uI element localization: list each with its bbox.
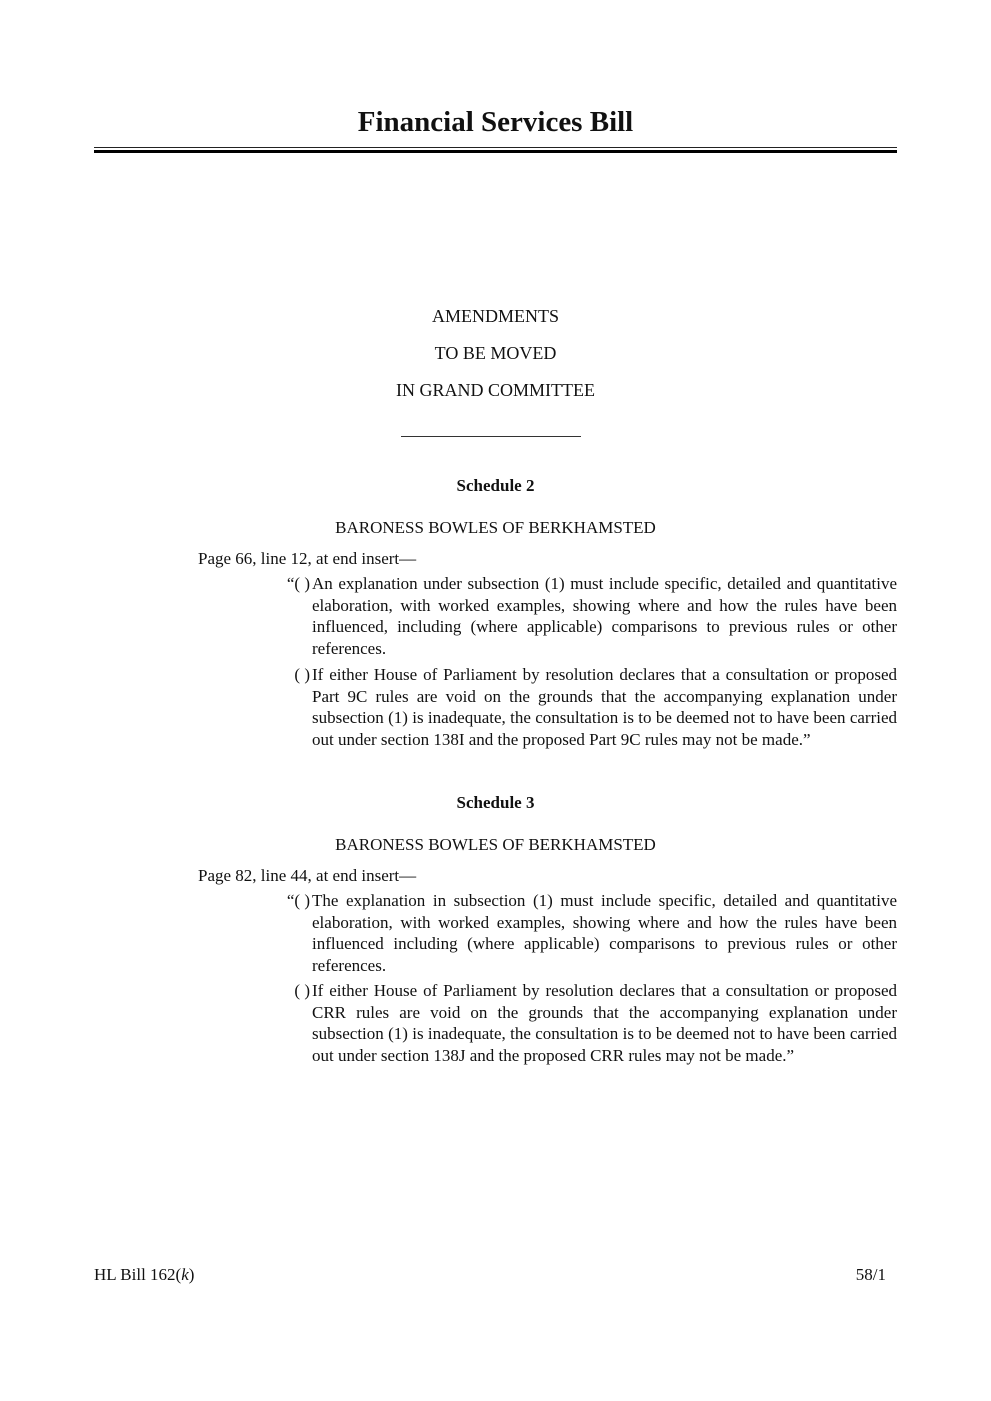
amendment-clause: [270, 890, 897, 976]
amendment-clause: [270, 980, 897, 1066]
section-heading: Schedule 3: [456, 793, 535, 812]
clause-number: ( ): [294, 981, 310, 1000]
clause-number: “( ): [286, 574, 310, 593]
member-name: BARONESS BOWLES OF BERKHAMSTED: [335, 835, 656, 854]
document-title: Financial Services Bill: [357, 106, 634, 138]
intro-line-grand-committee: IN GRAND COMMITTEE: [396, 380, 595, 400]
clause-number: ( ): [294, 665, 310, 684]
amendment-instruction: Page 82, line 44, at end insert—: [198, 866, 417, 885]
intro-line-amendments: AMENDMENTS: [431, 306, 559, 326]
clause-text: If either House of Parliament by resolution declares that a consultation or proposed Part 9C rules are void on the grounds that the accompanying explanation under subsection (1) is inadequate, the consultation is to be deemed not to have been carried out under section 138I and the proposed Part 9C rules may not be made.”: [312, 665, 897, 749]
bill-reference: HL Bill 162(k): [94, 1265, 195, 1284]
member-name: BARONESS BOWLES OF BERKHAMSTED: [335, 518, 656, 537]
amendment-clause: [270, 664, 897, 750]
title-rule-thick: [94, 150, 897, 153]
intro-line-to-be-moved: TO BE MOVED: [434, 343, 557, 363]
clause-text: An explanation under subsection (1) must include specific, detailed and quantitative elaboration, with worked examples, showing where and how the rules have been influenced, including (where applicable) comparisons to previous rules or other references.: [312, 574, 897, 658]
title-rule-thin: [94, 147, 897, 148]
clause-text: The explanation in subsection (1) must include specific, detailed and quantitative elaboration, with worked examples, showing where and how the rules have been influenced including (where applicable) comparisons to previous rules or other references.: [312, 891, 897, 975]
clause-text: If either House of Parliament by resolution declares that a consultation or proposed CRR rules are void on the grounds that the accompanying explanation under subsection (1) is inadequate, the consultation is to be deemed not to have been carried out under section 138J and the proposed CRR rules may not be made.”: [312, 981, 897, 1065]
page-number: 58/1: [855, 1265, 886, 1284]
clause-number: “( ): [286, 891, 310, 910]
amendment-clause: [270, 573, 897, 659]
amendment-instruction: Page 66, line 12, at end insert—: [198, 549, 417, 568]
divider: [401, 436, 581, 437]
section-heading: Schedule 2: [456, 476, 535, 495]
